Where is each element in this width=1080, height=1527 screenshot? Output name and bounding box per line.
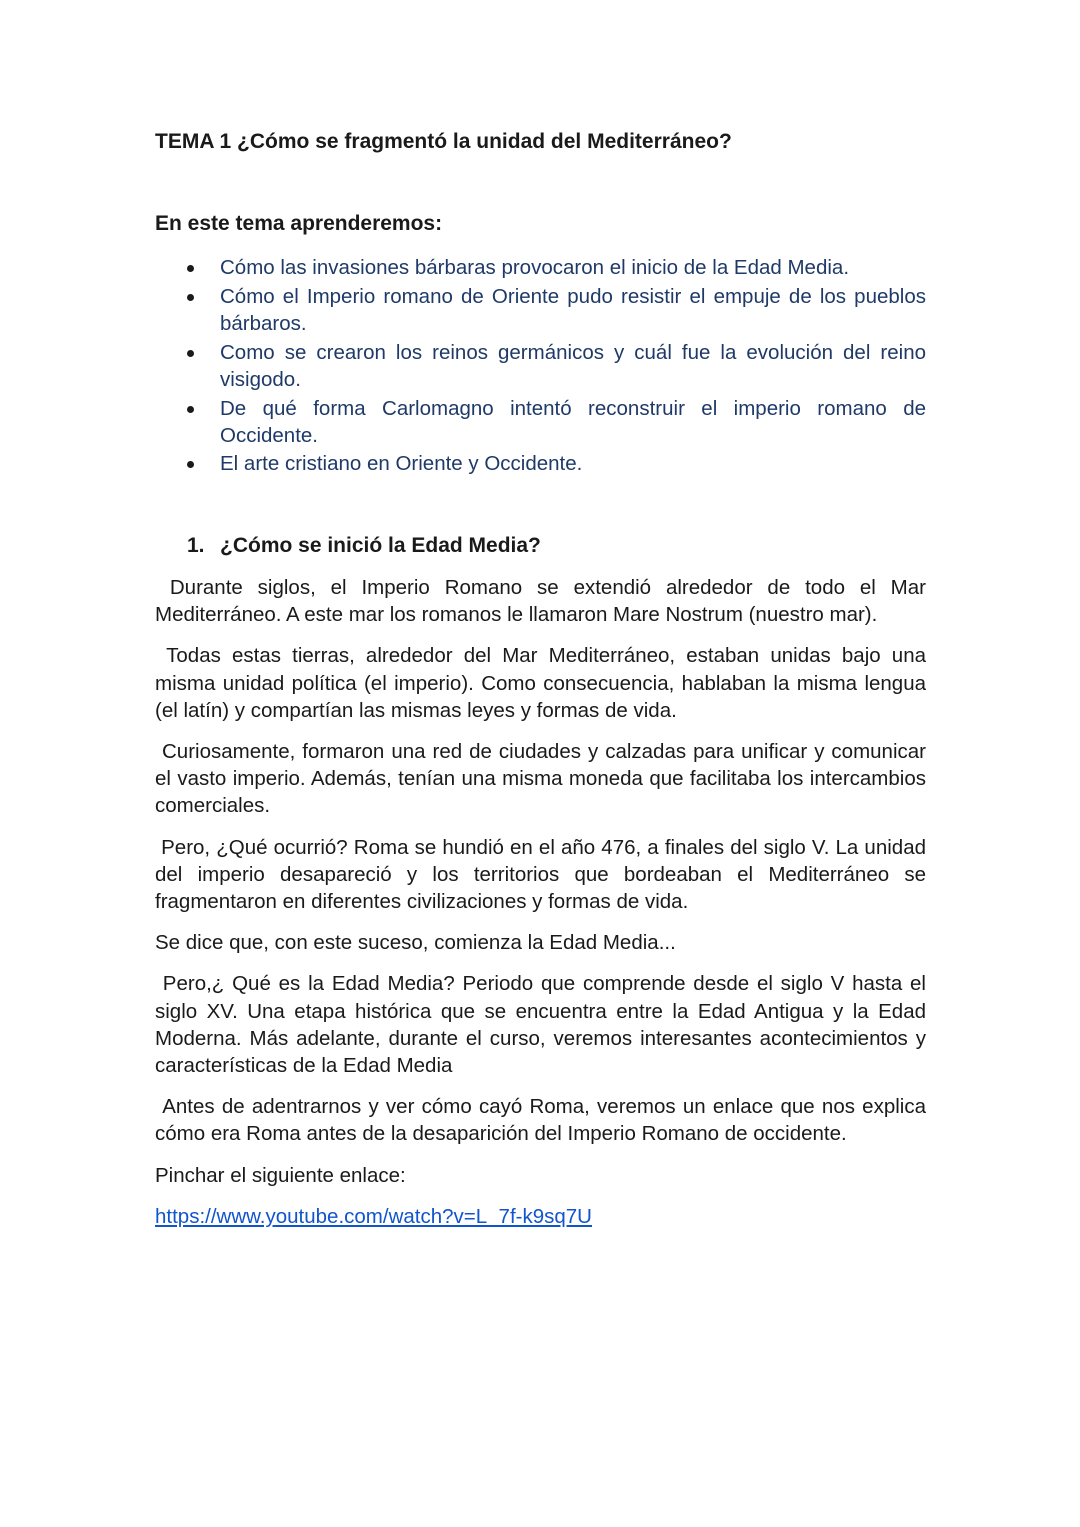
objective-text: Cómo las invasiones bárbaras provocaron el inicio de la Edad Media. [220,256,850,279]
objective-text: Cómo el Imperio romano de Oriente pudo resistir el empuje de los pueblos bárbaros. [220,284,926,335]
objective-item [155,339,926,393]
objectives-heading: En este tema aprenderemos: [155,212,443,235]
bullet-icon [187,406,194,413]
objective-item [155,283,926,337]
bullet-icon [187,294,194,301]
paragraph: Curiosamente, formaron una red de ciudades y calzadas para unificar y comunicar el vasto imperio. Además, tenían una misma moneda que facilitaba los intercambios comerciales. [155,740,932,818]
paragraph: Pero,¿ Qué es la Edad Media? Periodo que comprende desde el siglo V hasta el siglo XV. Una etapa histórica que se encuentra entre la Edad Antigua y la Edad Moderna. Más adelante, durante el curso, veremos interesantes acontecimientos y características de la Edad Media [155,972,932,1078]
bullet-icon [187,350,194,357]
bullet-icon [187,265,194,272]
section-heading-text: ¿Cómo se inició la Edad Media? [220,534,541,557]
objectives-list [155,254,926,479]
bullet-icon [187,461,194,468]
objective-item [155,450,926,477]
objective-item [155,254,926,281]
section-number: 1. [187,534,205,557]
objective-item [155,395,926,449]
section-body [155,574,932,1230]
paragraph: Todas estas tierras, alrededor del Mar Mediterráneo, estaban unidas bajo una misma unidad política (el imperio). Como consecuencia, hablaban la misma lengua (el latín) y compartían las mismas leyes y formas de vida. [155,644,932,722]
paragraph: Pero, ¿Qué ocurrió? Roma se hundió en el año 476, a finales del siglo V. La unidad del imperio desapareció y los territorios que bordeaban el Mediterráneo se fragmentaron en diferentes civilizaciones y formas de vida. [155,835,932,914]
paragraph: Antes de adentrarnos y ver cómo cayó Roma, veremos un enlace que nos explica cómo era Roma antes de la desaparición del Imperio Romano de occidente. [155,1095,932,1146]
objective-text: El arte cristiano en Oriente y Occidente. [220,452,583,476]
objective-text: Como se crearon los reinos germánicos y cuál fue la evolución del reino visigodo. [220,340,926,391]
paragraph: Durante siglos, el Imperio Romano se extendió alrededor de todo el Mar Mediterráneo. A este mar los romanos le llamaron Mare Nostrum (nuestro mar). [155,576,932,627]
paragraph: Se dice que, con este suceso, comienza la Edad Media... [155,931,676,955]
paragraph: Pinchar el siguiente enlace: [155,1163,406,1187]
youtube-link[interactable]: https://www.youtube.com/watch?v=L_7f-k9sq7U [155,1204,592,1228]
objective-text: De qué forma Carlomagno intentó reconstruir el imperio romano de Occidente. [220,396,926,447]
document-title: TEMA 1 ¿Cómo se fragmentó la unidad del Mediterráneo? [155,130,732,153]
section-heading [187,532,541,560]
